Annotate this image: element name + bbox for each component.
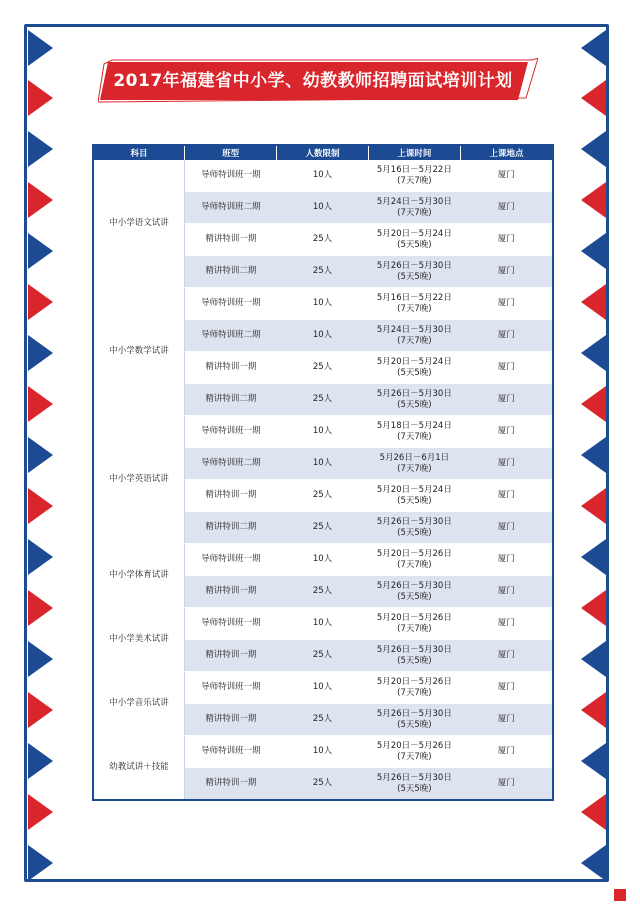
time-duration: (7天7晚) [397,431,432,442]
time-range: 5月20日－5月24日 [376,356,452,367]
limit-cell: 10人 [277,160,368,192]
place-cell: 厦门 [461,576,553,608]
subject-cell: 幼教试讲＋技能 [93,736,184,801]
time-range: 5月16日－5月22日 [376,292,452,303]
right-triangle-decoration [581,590,606,626]
place-cell: 厦门 [461,608,553,640]
subject-cell: 中小学数学试讲 [93,288,184,416]
time-cell [368,768,460,801]
time-duration: (5天5晚) [397,495,432,506]
subject-cell: 中小学英语试讲 [93,416,184,544]
right-triangle-decoration [581,743,606,779]
place-cell: 厦门 [461,448,553,480]
table-row [93,288,553,320]
time-duration: (7天7晚) [397,559,432,570]
limit-cell: 10人 [277,544,368,576]
limit-cell: 25人 [277,480,368,512]
time-duration: (7天7晚) [397,687,432,698]
limit-cell: 25人 [277,352,368,384]
subject-cell: 中小学语文试讲 [93,160,184,288]
time-duration: (5天5晚) [397,239,432,250]
time-range: 5月26日－5月30日 [376,580,452,591]
time-duration: (7天7晚) [397,463,432,474]
right-triangle-decoration [581,641,606,677]
place-cell: 厦门 [461,256,553,288]
limit-cell: 25人 [277,512,368,544]
class-type-cell: 导师特训班一期 [184,608,276,640]
right-triangle-decoration [581,30,606,66]
time-range: 5月26日－5月30日 [376,708,452,719]
time-duration: (5天5晚) [397,783,432,794]
title-banner [98,58,538,104]
table-row [93,608,553,640]
time-range: 5月26日－5月30日 [376,388,452,399]
class-type-cell: 精讲特训二期 [184,256,276,288]
class-type-cell: 精讲特训一期 [184,704,276,736]
time-range: 5月26日－5月30日 [376,260,452,271]
class-type-cell: 精讲特训一期 [184,224,276,256]
limit-cell: 10人 [277,672,368,704]
place-cell: 厦门 [461,640,553,672]
place-cell: 厦门 [461,480,553,512]
time-cell [368,640,460,672]
place-cell: 厦门 [461,512,553,544]
place-cell: 厦门 [461,768,553,801]
limit-cell: 25人 [277,224,368,256]
schedule-table [92,144,554,801]
time-cell [368,448,460,480]
left-triangle-decoration [28,845,53,881]
time-cell [368,416,460,448]
class-type-cell: 精讲特训一期 [184,768,276,801]
time-cell [368,704,460,736]
left-triangle-decoration [28,692,53,728]
corner-square-decoration [614,889,626,901]
place-cell: 厦门 [461,544,553,576]
class-type-cell: 导师特训班二期 [184,448,276,480]
place-cell: 厦门 [461,416,553,448]
time-duration: (5天5晚) [397,271,432,282]
time-range: 5月20日－5月26日 [376,612,452,623]
limit-cell: 10人 [277,192,368,224]
limit-cell: 25人 [277,576,368,608]
class-type-cell: 精讲特训一期 [184,576,276,608]
place-cell: 厦门 [461,704,553,736]
limit-cell: 10人 [277,416,368,448]
header-class-type: 班型 [184,145,276,160]
time-cell [368,224,460,256]
right-triangle-decoration [581,284,606,320]
time-duration: (7天7晚) [397,303,432,314]
table-row [93,672,553,704]
left-triangle-decoration [28,437,53,473]
class-type-cell: 精讲特训一期 [184,480,276,512]
class-type-cell: 导师特训班一期 [184,544,276,576]
right-triangle-decoration [581,386,606,422]
class-type-cell: 导师特训班一期 [184,160,276,192]
right-triangle-decoration [581,80,606,116]
time-range: 5月20日－5月26日 [376,740,452,751]
time-cell [368,576,460,608]
time-duration: (7天7晚) [397,751,432,762]
time-duration: (5天5晚) [397,655,432,666]
time-range: 5月26日－6月1日 [379,452,450,463]
subject-cell: 中小学体育试讲 [93,544,184,608]
time-duration: (7天7晚) [397,207,432,218]
header-time: 上课时间 [368,145,460,160]
table-row [93,736,553,768]
time-duration: (7天7晚) [397,623,432,634]
class-type-cell: 导师特训班一期 [184,288,276,320]
limit-cell: 25人 [277,384,368,416]
left-triangle-decoration [28,284,53,320]
time-duration: (7天7晚) [397,175,432,186]
left-triangle-decoration [28,539,53,575]
left-triangle-decoration [28,794,53,830]
class-type-cell: 导师特训班二期 [184,192,276,224]
left-triangle-decoration [28,30,53,66]
right-triangle-decoration [581,131,606,167]
time-duration: (5天5晚) [397,591,432,602]
left-triangle-decoration [28,233,53,269]
place-cell: 厦门 [461,352,553,384]
left-triangle-decoration [28,335,53,371]
class-type-cell: 精讲特训二期 [184,512,276,544]
time-duration: (5天5晚) [397,719,432,730]
class-type-cell: 导师特训班一期 [184,672,276,704]
class-type-cell: 导师特训班二期 [184,320,276,352]
left-triangle-decoration [28,590,53,626]
header-limit: 人数限制 [277,145,368,160]
time-range: 5月24日－5月30日 [376,324,452,335]
time-range: 5月26日－5月30日 [376,644,452,655]
left-triangle-decoration [28,641,53,677]
time-cell [368,160,460,192]
limit-cell: 10人 [277,608,368,640]
right-triangle-decoration [581,488,606,524]
limit-cell: 10人 [277,288,368,320]
time-cell [368,480,460,512]
left-triangle-decoration [28,131,53,167]
limit-cell: 10人 [277,448,368,480]
place-cell: 厦门 [461,288,553,320]
right-triangle-decoration [581,182,606,218]
left-triangle-decoration [28,182,53,218]
time-duration: (5天5晚) [397,367,432,378]
place-cell: 厦门 [461,192,553,224]
right-triangle-decoration [581,539,606,575]
subject-cell: 中小学美术试讲 [93,608,184,672]
time-cell [368,736,460,768]
table-header-row [93,145,553,160]
place-cell: 厦门 [461,320,553,352]
left-triangle-decoration [28,488,53,524]
time-cell [368,544,460,576]
right-triangle-decoration [581,692,606,728]
time-duration: (5天5晚) [397,399,432,410]
time-range: 5月26日－5月30日 [376,516,452,527]
class-type-cell: 导师特训班一期 [184,736,276,768]
time-cell [368,288,460,320]
time-duration: (5天5晚) [397,527,432,538]
time-range: 5月18日－5月24日 [376,420,452,431]
time-cell [368,384,460,416]
time-duration: (7天7晚) [397,335,432,346]
place-cell: 厦门 [461,672,553,704]
left-triangle-decoration [28,743,53,779]
time-cell [368,672,460,704]
limit-cell: 25人 [277,704,368,736]
time-cell [368,192,460,224]
limit-cell: 10人 [277,320,368,352]
left-triangle-decoration [28,386,53,422]
time-range: 5月16日－5月22日 [376,164,452,175]
subject-cell: 中小学音乐试讲 [93,672,184,736]
time-cell [368,608,460,640]
place-cell: 厦门 [461,224,553,256]
class-type-cell: 精讲特训一期 [184,352,276,384]
left-triangle-decoration [28,80,53,116]
right-triangle-decoration [581,845,606,881]
time-range: 5月26日－5月30日 [376,772,452,783]
time-cell [368,320,460,352]
place-cell: 厦门 [461,384,553,416]
limit-cell: 25人 [277,640,368,672]
right-triangle-decoration [581,335,606,371]
time-cell [368,352,460,384]
right-triangle-decoration [581,437,606,473]
table-row [93,544,553,576]
table-row [93,416,553,448]
limit-cell: 25人 [277,768,368,801]
time-cell [368,512,460,544]
right-triangle-decoration [581,233,606,269]
time-range: 5月20日－5月24日 [376,228,452,239]
class-type-cell: 精讲特训二期 [184,384,276,416]
time-range: 5月20日－5月26日 [376,676,452,687]
right-triangle-decoration [581,794,606,830]
time-range: 5月20日－5月26日 [376,548,452,559]
place-cell: 厦门 [461,736,553,768]
table-row [93,160,553,192]
limit-cell: 25人 [277,256,368,288]
class-type-cell: 精讲特训一期 [184,640,276,672]
header-subject: 科目 [93,145,184,160]
time-range: 5月24日－5月30日 [376,196,452,207]
place-cell: 厦门 [461,160,553,192]
header-place: 上课地点 [461,145,553,160]
limit-cell: 10人 [277,736,368,768]
time-cell [368,256,460,288]
time-range: 5月20日－5月24日 [376,484,452,495]
page-title: 2017年福建省中小学、幼教教师招聘面试培训计划 [113,71,513,91]
class-type-cell: 导师特训班一期 [184,416,276,448]
